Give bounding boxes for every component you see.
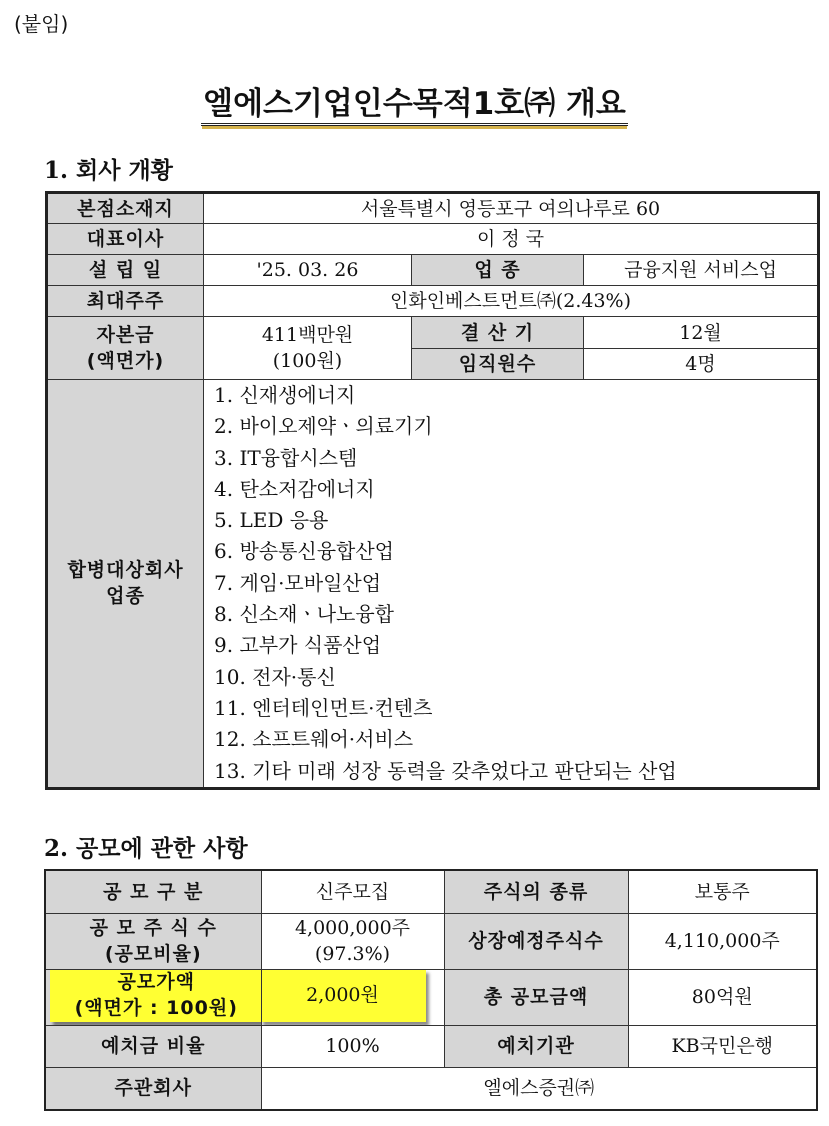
merger-target-label-line1: 합병대상회사	[67, 559, 184, 582]
offering-type-value: 신주모집	[261, 870, 444, 913]
offering-type-label: 공 모 구 분	[45, 870, 261, 913]
list-item: 1. 신재생에너지	[214, 383, 356, 407]
capital-label	[47, 317, 204, 380]
ceo-value: 이 정 국	[204, 224, 819, 255]
shares-offered-label-line1: 공 모 주 식 수	[89, 917, 217, 939]
list-item: 5. LED 응용	[214, 508, 329, 533]
capital-value	[204, 317, 412, 380]
offer-price-label-line1: 공모가액	[117, 971, 195, 993]
stock-type-value: 보통주	[628, 870, 817, 913]
attachment-label: (붙임)	[14, 12, 69, 36]
offer-price-label-highlight	[50, 969, 261, 1022]
fiscal-label: 결 산 기	[412, 317, 584, 349]
deposit-ratio-value: 100%	[261, 1025, 444, 1067]
list-item: 9. 고부가 식품산업	[214, 633, 382, 658]
list-item: 10. 전자·통신	[214, 664, 336, 689]
merger-target-label	[47, 380, 204, 789]
offer-price-value: 2,000원	[306, 984, 379, 1006]
shares-offered-value	[261, 913, 444, 969]
offering-table	[44, 869, 818, 1111]
list-item: 3. IT융합시스템	[214, 445, 358, 470]
listed-shares-value: 4,110,000주	[628, 913, 817, 969]
merger-industry-list	[204, 380, 819, 789]
employees-label: 임직원수	[412, 349, 584, 380]
underwriter-value: 엘에스증권㈜	[261, 1067, 817, 1110]
industry-label: 업 종	[412, 255, 584, 286]
depository-label: 예치기관	[444, 1025, 628, 1067]
document-title-text: 엘에스기업인수목적1호㈜ 개요	[201, 86, 628, 126]
merger-target-label-line2: 업종	[106, 585, 145, 608]
capital-label-line2: (액면가)	[86, 350, 165, 372]
employees-value: 4명	[584, 349, 819, 380]
list-item: 6. 방송통신융합산업	[214, 539, 394, 564]
offer-price-label-line2: (액면가 : 100원)	[74, 997, 238, 1019]
head-office-label: 본점소재지	[47, 193, 204, 224]
listed-shares-label: 상장예정주식수	[444, 913, 628, 969]
underwriter-label: 주관회사	[45, 1067, 261, 1110]
list-item: 8. 신소재ㆍ나노융합	[214, 602, 394, 627]
shares-offered-label	[45, 913, 261, 969]
capital-value-line1: 411백만원	[261, 324, 354, 346]
deposit-ratio-label: 예치금 비율	[45, 1025, 261, 1067]
company-overview-table	[45, 191, 820, 790]
section2-heading: 2. 공모에 관한 사항	[44, 835, 248, 862]
list-item: 2. 바이오제약ㆍ의료기기	[214, 414, 433, 439]
stock-type-label: 주식의 종류	[444, 870, 628, 913]
fiscal-value: 12월	[584, 317, 819, 349]
offer-price-highlight	[261, 969, 426, 1022]
list-item: 12. 소프트웨어·서비스	[214, 727, 414, 752]
industry-value: 금융지원 서비스업	[584, 255, 819, 286]
depository-value: KB국민은행	[628, 1025, 817, 1067]
major-shareholder-value: 인화인베스트먼트㈜(2.43%)	[204, 286, 819, 317]
head-office-value: 서울특별시 영등포구 여의나루로 60	[204, 193, 819, 224]
offer-price-label	[45, 969, 261, 1025]
shares-offered-value-line2: (97.3%)	[314, 943, 391, 965]
capital-label-line1: 자본금	[96, 324, 155, 346]
capital-value-line2: (100원)	[272, 350, 343, 372]
list-item: 7. 게임·모바일산업	[214, 570, 382, 595]
list-item: 13. 기타 미래 성장 동력을 갖추었다고 판단되는 산업	[214, 758, 677, 783]
shares-offered-label-line2: (공모비율)	[104, 943, 202, 965]
offer-price-cell	[261, 969, 444, 1025]
established-value: '25. 03. 26	[204, 255, 412, 286]
ceo-label: 대표이사	[47, 224, 204, 255]
total-offering-label: 총 공모금액	[444, 969, 628, 1025]
major-shareholder-label: 최대주주	[47, 286, 204, 317]
list-item: 11. 엔터테인먼트·컨텐츠	[214, 695, 433, 720]
total-offering-value: 80억원	[628, 969, 817, 1025]
section1-heading: 1. 회사 개황	[44, 157, 173, 184]
established-label: 설 립 일	[47, 255, 204, 286]
document-title	[0, 78, 829, 123]
shares-offered-value-line1: 4,000,000주	[294, 917, 411, 939]
list-item: 4. 탄소저감에너지	[214, 476, 375, 501]
